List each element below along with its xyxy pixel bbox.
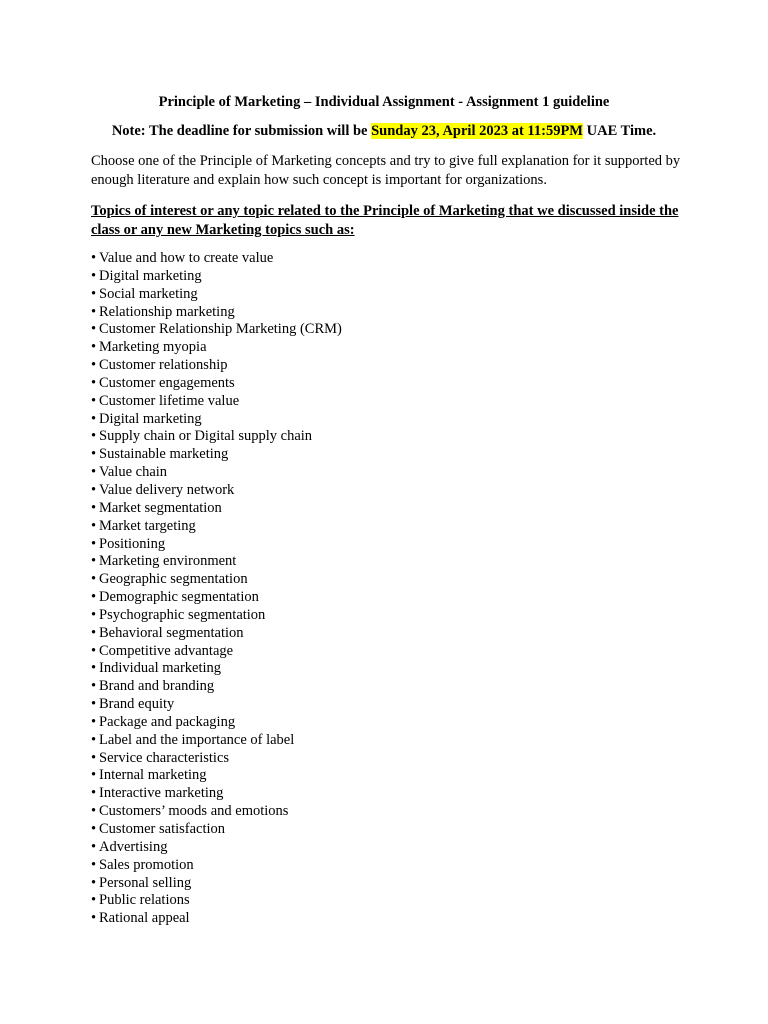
- bullet-icon: •: [91, 250, 97, 266]
- topic-label: Relationship marketing: [99, 303, 235, 320]
- bullet-icon: •: [91, 517, 97, 534]
- bullet-icon: •: [91, 357, 97, 374]
- topic-label: Positioning: [99, 535, 166, 552]
- bullet-icon: •: [91, 660, 97, 677]
- deadline-note-suffix: UAE Time.: [583, 123, 657, 139]
- topic-label: Value delivery network: [99, 481, 235, 498]
- bullet-icon: •: [91, 481, 97, 498]
- bullet-icon: •: [91, 678, 97, 695]
- bullet-icon: •: [91, 464, 97, 481]
- topic-label: Value chain: [99, 464, 168, 481]
- bullet-icon: •: [91, 731, 97, 748]
- topic-list-item: [91, 357, 342, 375]
- topic-list-item: [91, 750, 342, 768]
- topic-label: Geographic segmentation: [99, 571, 248, 588]
- topic-label: Digital marketing: [99, 267, 202, 284]
- topics-list: [91, 250, 342, 928]
- topic-label: Digital marketing: [99, 410, 202, 427]
- topic-list-item: [91, 321, 342, 339]
- intro-paragraph: Choose one of the Principle of Marketing concepts and try to give full explanation for it supported by enough literature and explain how such concept is important for organizations.: [91, 153, 681, 188]
- bullet-icon: •: [91, 767, 97, 784]
- topic-list-item: [91, 910, 342, 928]
- topic-list-item: [91, 286, 342, 304]
- bullet-icon: •: [91, 535, 97, 552]
- topic-list-item: [91, 428, 342, 446]
- deadline-date-highlight: Sunday 23, April 2023 at 11:59PM: [371, 123, 583, 139]
- bullet-icon: •: [91, 821, 97, 837]
- bullet-icon: •: [91, 838, 97, 855]
- topic-list-item: [91, 643, 342, 661]
- topic-list-item: [91, 857, 342, 875]
- topic-list-item: [91, 411, 342, 429]
- topic-list-item: [91, 393, 342, 411]
- topic-label: Marketing environment: [99, 553, 237, 570]
- topic-list-item: [91, 892, 342, 910]
- topic-label: Marketing myopia: [99, 339, 207, 356]
- topic-list-item: [91, 518, 342, 536]
- topic-label: Behavioral segmentation: [99, 624, 244, 641]
- topic-list-item: [91, 268, 342, 286]
- topic-label: Market segmentation: [99, 499, 222, 516]
- bullet-icon: •: [91, 339, 97, 356]
- bullet-icon: •: [91, 321, 97, 338]
- topic-list-item: [91, 536, 342, 554]
- bullet-icon: •: [91, 624, 97, 641]
- topic-list-item: [91, 304, 342, 322]
- topic-list-item: [91, 464, 342, 482]
- topic-list-item: [91, 803, 342, 821]
- topic-label: Social marketing: [99, 285, 198, 302]
- bullet-icon: •: [91, 892, 97, 909]
- document-title: Principle of Marketing – Individual Assignment - Assignment 1 guideline: [158, 94, 610, 110]
- bullet-icon: •: [91, 267, 97, 284]
- topic-label: Demographic segmentation: [99, 589, 259, 606]
- bullet-icon: •: [91, 856, 97, 873]
- bullet-icon: •: [91, 410, 97, 427]
- bullet-icon: •: [91, 606, 97, 623]
- topic-list-item: [91, 767, 342, 785]
- bullet-icon: •: [91, 303, 97, 320]
- bullet-icon: •: [91, 285, 97, 302]
- bullet-icon: •: [91, 874, 97, 891]
- topic-list-item: [91, 660, 342, 678]
- topic-label: Rational appeal: [99, 910, 190, 927]
- bullet-icon: •: [91, 571, 97, 588]
- bullet-icon: •: [91, 910, 97, 927]
- topic-list-item: [91, 839, 342, 857]
- bullet-icon: •: [91, 696, 97, 713]
- topic-list-item: [91, 625, 342, 643]
- topic-label: Interactive marketing: [99, 785, 224, 802]
- topic-label: Advertising: [99, 838, 168, 855]
- topic-list-item: [91, 696, 342, 714]
- topic-list-item: [91, 446, 342, 464]
- topic-label: Customer relationship: [99, 357, 228, 374]
- bullet-icon: •: [91, 553, 97, 570]
- topic-list-item: [91, 785, 342, 803]
- topic-list-item: [91, 500, 342, 518]
- topic-list-item: [91, 375, 342, 393]
- topic-label: Sustainable marketing: [99, 446, 229, 463]
- bullet-icon: •: [91, 428, 97, 445]
- topic-list-item: [91, 339, 342, 357]
- topic-label: Sales promotion: [99, 856, 194, 873]
- topic-list-item: [91, 678, 342, 696]
- bullet-icon: •: [91, 785, 97, 802]
- topic-list-item: [91, 875, 342, 893]
- bullet-icon: •: [91, 642, 97, 659]
- topic-label: Customers’ moods and emotions: [99, 803, 289, 820]
- topic-label: Value and how to create value: [99, 250, 274, 266]
- topic-label: Brand and branding: [99, 678, 215, 695]
- topic-list-item: [91, 732, 342, 750]
- topic-list-item: [91, 250, 342, 268]
- topic-label: Individual marketing: [99, 660, 222, 677]
- topic-label: Psychographic segmentation: [99, 606, 266, 623]
- topic-list-item: [91, 553, 342, 571]
- topic-list-item: [91, 482, 342, 500]
- topic-list-item: [91, 714, 342, 732]
- topic-label: Customer lifetime value: [99, 392, 240, 409]
- topic-list-item: [91, 821, 342, 839]
- topic-label: Customer engagements: [99, 374, 235, 391]
- topic-label: Internal marketing: [99, 767, 207, 784]
- topic-list-item: [91, 607, 342, 625]
- bullet-icon: •: [91, 803, 97, 820]
- topic-label: Personal selling: [99, 874, 192, 891]
- topic-label: Public relations: [99, 892, 190, 909]
- bullet-icon: •: [91, 446, 97, 463]
- topic-label: Package and packaging: [99, 713, 236, 730]
- deadline-note-prefix: Note: The deadline for submission will be: [111, 123, 372, 139]
- bullet-icon: •: [91, 392, 97, 409]
- topic-label: Service characteristics: [99, 749, 230, 766]
- deadline-note: [0, 122, 768, 140]
- bullet-icon: •: [91, 589, 97, 606]
- topic-label: Competitive advantage: [99, 642, 234, 659]
- bullet-icon: •: [91, 749, 97, 766]
- topic-label: Customer Relationship Marketing (CRM): [99, 321, 342, 338]
- bullet-icon: •: [91, 374, 97, 391]
- topic-label: Market targeting: [99, 517, 196, 534]
- topic-list-item: [91, 571, 342, 589]
- topic-label: Customer satisfaction: [99, 821, 226, 837]
- bullet-icon: •: [91, 713, 97, 730]
- topic-list-item: [91, 589, 342, 607]
- topic-label: Supply chain or Digital supply chain: [99, 428, 313, 445]
- topic-label: Brand equity: [99, 696, 175, 713]
- topic-label: Label and the importance of label: [99, 731, 295, 748]
- bullet-icon: •: [91, 499, 97, 516]
- topics-heading: Topics of interest or any topic related to the Principle of Marketing that we discussed inside the class or any new Marketing topics such as:: [91, 203, 679, 238]
